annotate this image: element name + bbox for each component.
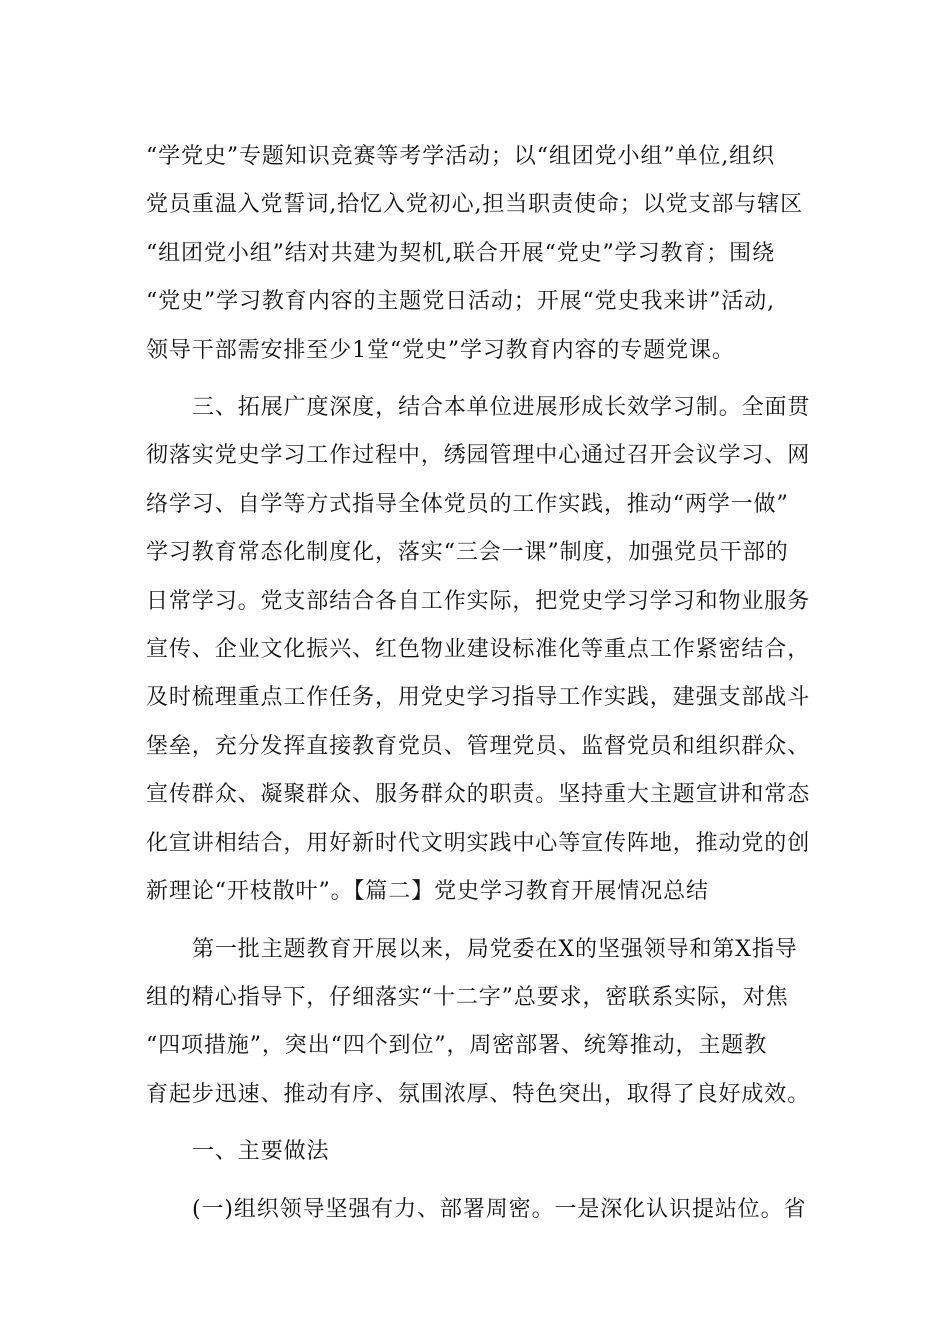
paragraph-organization bbox=[146, 1186, 808, 1234]
text-line: 三、拓展广度深度，结合本单位进展形成长效学习制。全面贯 bbox=[192, 395, 811, 421]
text-line: 化宣讲相结合，用好新时代文明实践中心等宣传阵地，推动党的创 bbox=[146, 830, 811, 856]
text-line: 宣传、企业文化振兴、红色物业建设标准化等重点工作紧密结合， bbox=[146, 637, 811, 663]
text-line: 组的精心指导下，仔细落实“十二字”总要求，密联系实际，对焦 bbox=[146, 984, 789, 1010]
text-line: 堡垒，充分发挥直接教育党员、管理党员、监督党员和组织群众、 bbox=[146, 733, 811, 759]
text-line: 育起步迅速、推动有序、氛围浓厚、特色突出，取得了良好成效。 bbox=[146, 1081, 811, 1107]
text-line: 宣传群众、凝聚群众、服务群众的职责。坚持重大主题宣讲和常态 bbox=[146, 782, 811, 808]
text-line: “党史”学习教育内容的主题党日活动；开展“党史我来讲”活动, bbox=[146, 289, 775, 315]
text-line: 日常学习。党支部结合各自工作实际，把党史学习学习和物业服务 bbox=[146, 588, 811, 614]
paragraph-first-batch bbox=[146, 926, 811, 1120]
text-line: 学习教育常态化制度化，落实“三会一课”制度，加强党员干部的 bbox=[146, 540, 789, 566]
text-line: (一)组织领导坚强有力、部署周密。一是深化认识提站位。省 bbox=[192, 1196, 807, 1222]
text-line: 领导干部需安排至少1堂“党史”学习教育内容的专题党课。 bbox=[146, 337, 735, 363]
text-line: 及时梳理重点工作任务，用党史学习指导工作实践，建强支部战斗 bbox=[146, 685, 811, 711]
paragraph-activities bbox=[146, 133, 808, 375]
text-line: 新理论“开枝散叶”。【篇二】党史学习教育开展情况总结 bbox=[146, 879, 709, 905]
text-line: 第一批主题教育开展以来，局党委在X的坚强领导和第X指导 bbox=[192, 936, 798, 962]
text-line: 一、主要做法 bbox=[192, 1139, 330, 1165]
text-line: “学党史”专题知识竞赛等考学活动；以“组团党小组”单位,组织 bbox=[146, 144, 775, 169]
text-line: 彻落实党史学习工作过程中，绣园管理中心通过召开会议学习、网 bbox=[146, 443, 811, 469]
text-line: 党员重温入党誓词,拾忆入党初心,担当职责使命；以党支部与辖区 bbox=[146, 192, 803, 218]
text-line: “四项措施”，突出“四个到位”，周密部署、统筹推动，主题教 bbox=[146, 1033, 768, 1059]
text-line: “组团党小组”结对共建为契机,联合开展“党史”学习教育；围绕 bbox=[146, 240, 775, 266]
paragraph-section-three bbox=[146, 384, 811, 916]
heading-main-practices bbox=[146, 1128, 808, 1176]
text-line: 络学习、自学等方式指导全体党员的工作实践，推动“两学一做” bbox=[146, 491, 789, 517]
